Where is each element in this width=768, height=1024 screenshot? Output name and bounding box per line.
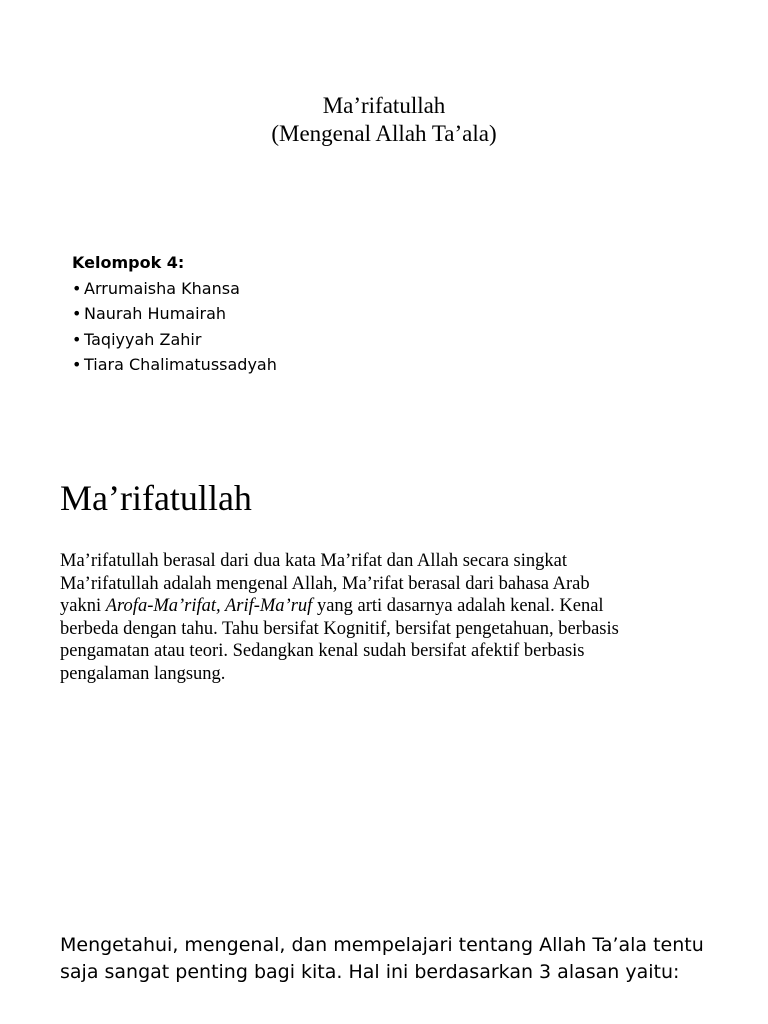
group-heading: Kelompok 4: [72,253,185,272]
member-name: Tiara Chalimatussadyah [84,355,277,374]
list-item [72,301,277,327]
slide-title [0,92,768,148]
member-name: Taqiyyah Zahir [84,329,202,349]
paragraph-line: berbeda dengan tahu. Tahu bersifat Kognitif, bersifat pengetahuan, berbasis [60,618,619,639]
paragraph-text: yang arti dasarnya adalah kenal. Kenal [312,596,604,617]
bullet-icon: • [72,304,82,323]
title-line-1: Ma’rifatullah [322,93,446,118]
section-heading: Ma’rifatullah [60,478,252,518]
intro-paragraph [60,932,730,986]
paragraph-line: Ma’rifatullah berasal dari dua kata Ma’rifat dan Allah secara singkat [60,551,567,571]
definition-paragraph [60,550,720,686]
arabic-terms: Arofa-Ma’rifat, Arif-Ma’ruf [105,596,313,617]
paragraph-text: yakni [60,596,106,617]
paragraph-line: pengalaman langsung. [60,663,226,684]
paragraph-line: saja sangat penting bagi kita. Hal ini berdasarkan 3 alasan yaitu: [60,961,680,983]
bullet-icon: • [72,278,82,298]
paragraph-line: Ma’rifatullah adalah mengenal Allah, Ma’rifat berasal dari bahasa Arab [60,573,590,594]
bullet-icon: • [72,329,82,349]
title-line-2: (Mengenal Allah Ta’ala) [271,121,497,146]
group-members [72,250,277,378]
list-item [72,276,277,302]
member-name: Arrumaisha Khansa [84,278,240,298]
paragraph-line: Mengetahui, mengenal, dan mempelajari tentang Allah Ta’ala tentu [60,934,704,956]
paragraph-line [60,595,720,618]
member-list [72,276,277,378]
paragraph-line: pengamatan atau teori. Sedangkan kenal sudah bersifat afektif berbasis [60,641,585,662]
bullet-icon: • [72,355,82,374]
list-item [72,352,277,378]
list-item [72,327,277,353]
member-name: Naurah Humairah [84,304,227,323]
